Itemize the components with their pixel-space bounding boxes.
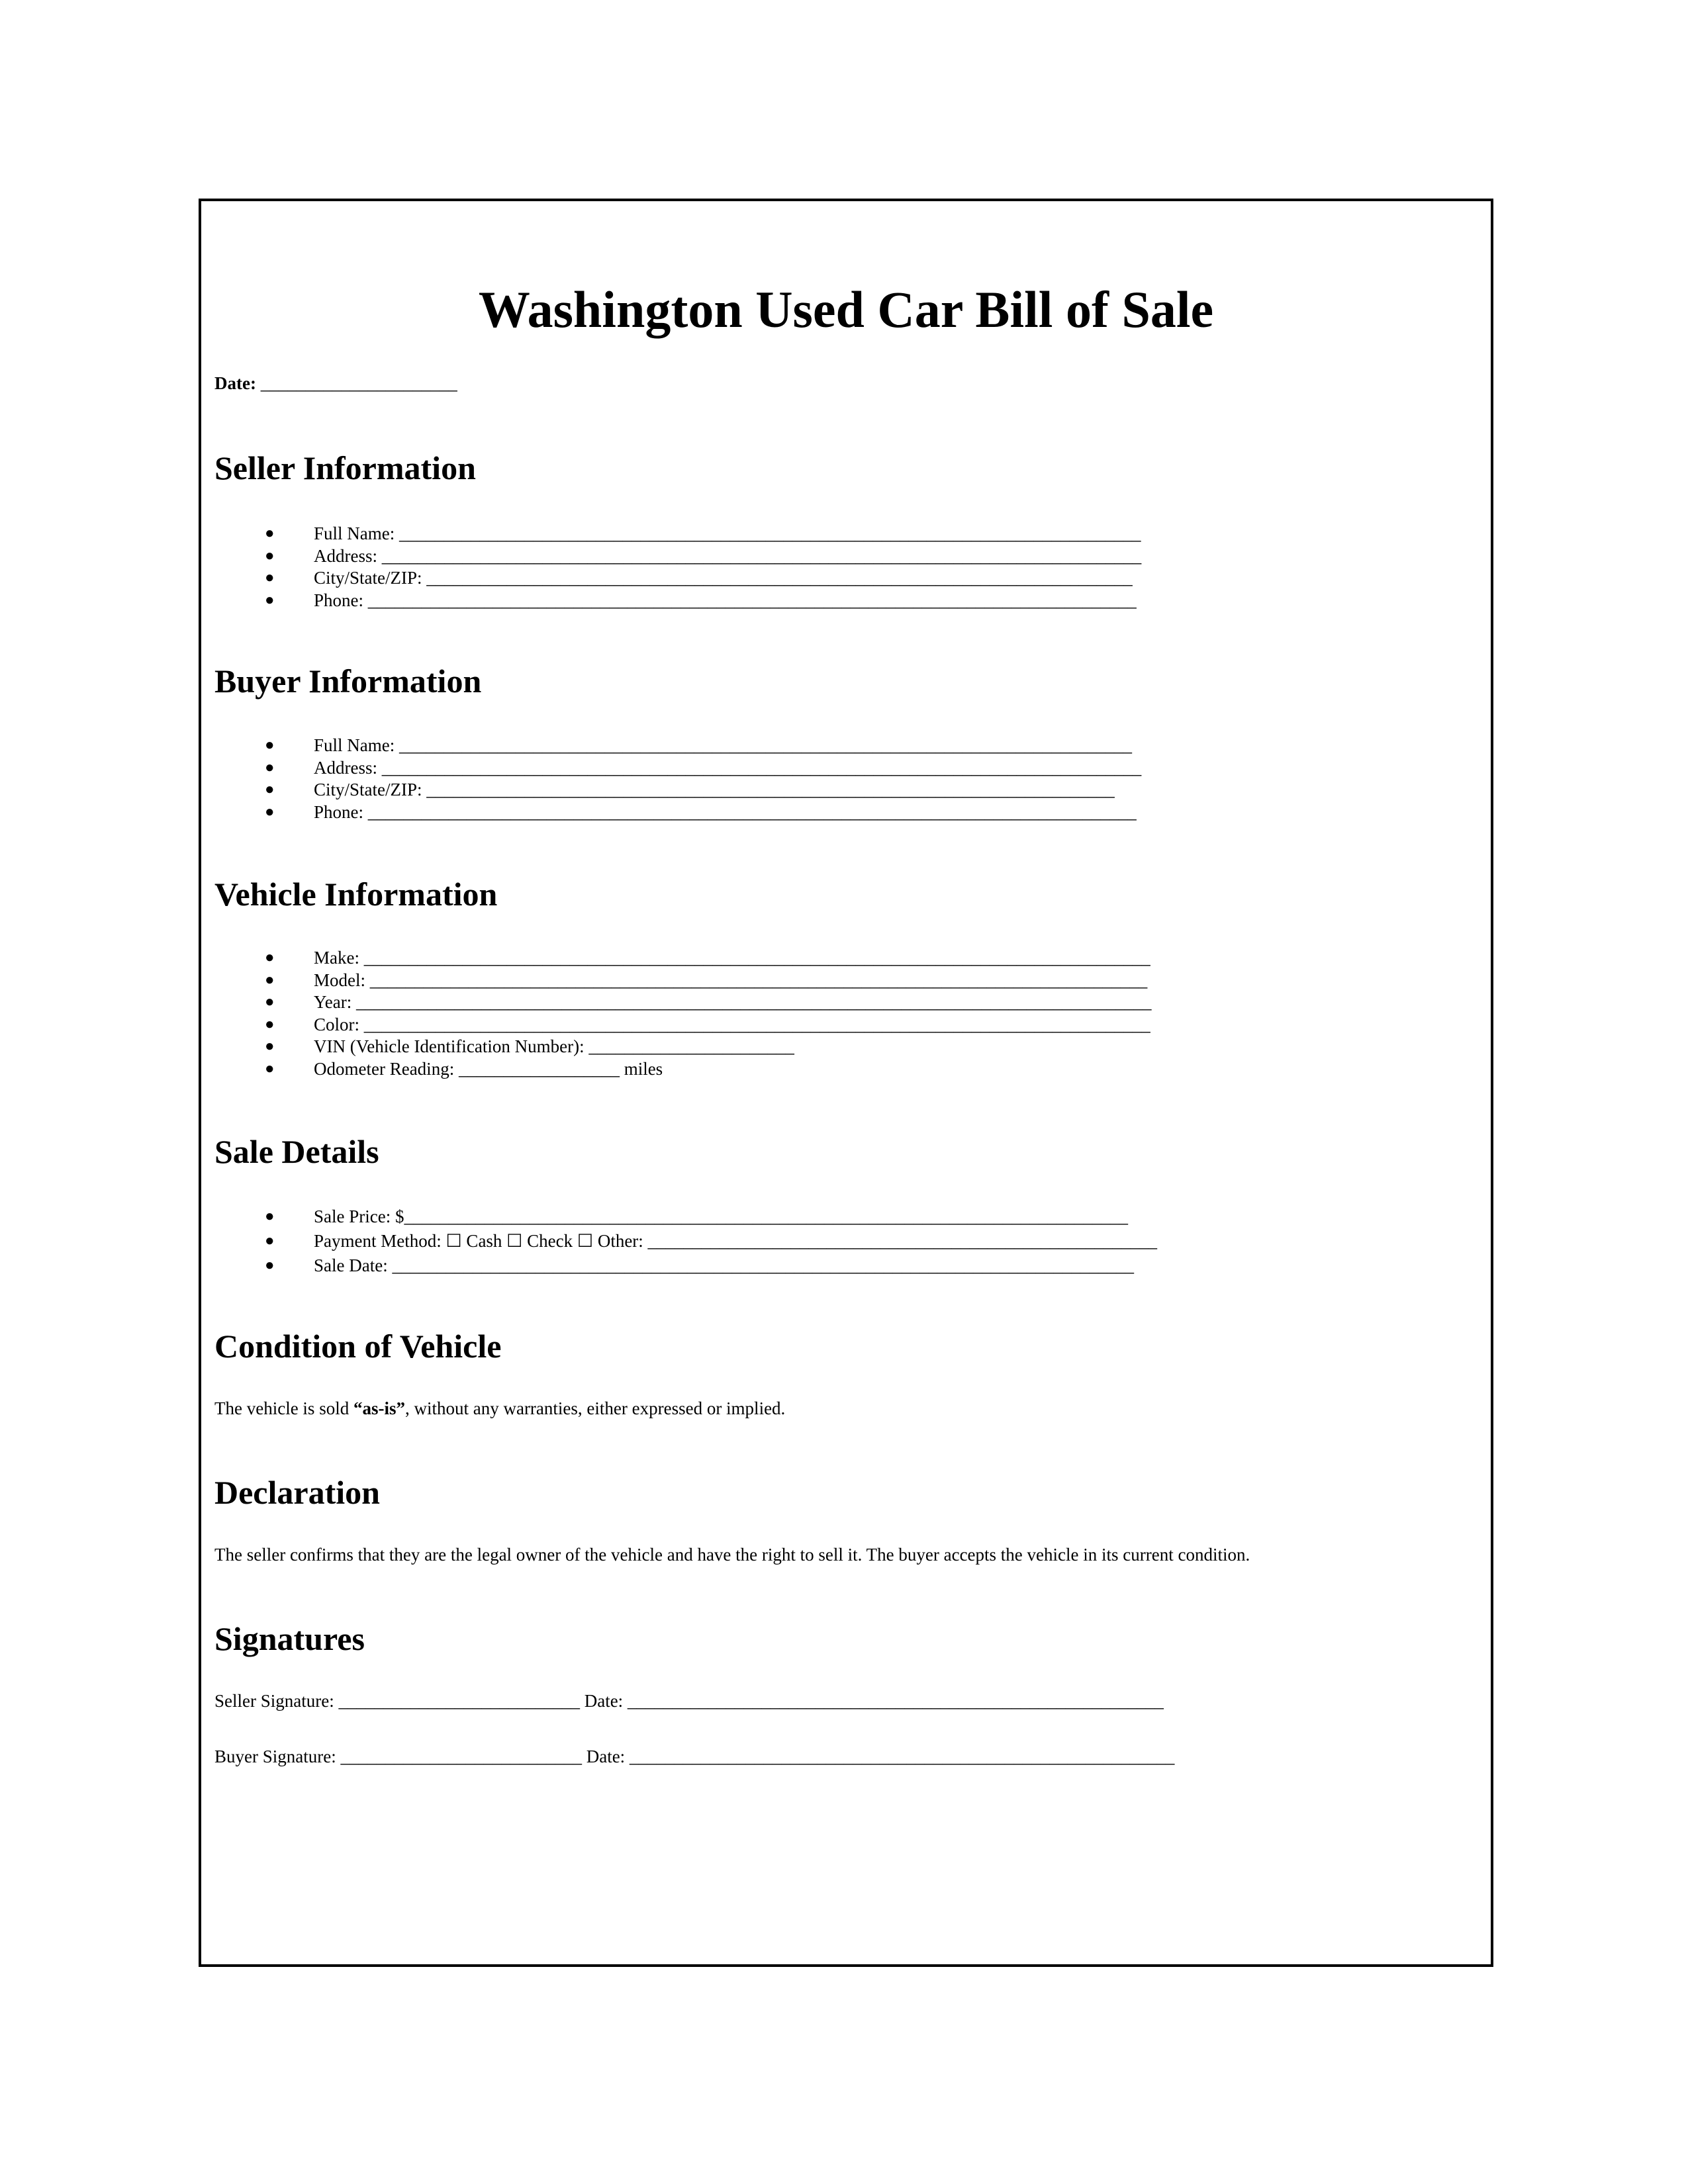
seller-full-name-field: ● Full Name: ___________________________________________________________________________________ bbox=[201, 523, 1141, 545]
bullet-icon: ● bbox=[265, 1208, 275, 1225]
vehicle-fields bbox=[201, 947, 1152, 1080]
bullet-icon: ● bbox=[265, 1038, 275, 1055]
seller-heading: Seller Information bbox=[214, 449, 476, 486]
buyer-fields bbox=[201, 735, 1141, 823]
bullet-icon: ● bbox=[265, 781, 275, 798]
bullet-icon: ● bbox=[265, 803, 275, 821]
sale-date-field: ● Sale Date: ___________________________________________________________________________________ bbox=[201, 1253, 1157, 1278]
vehicle-model-field: ● Model: _______________________________________________________________________________________ bbox=[201, 970, 1152, 992]
bullet-icon: ● bbox=[265, 971, 275, 989]
declaration-heading: Declaration bbox=[214, 1474, 380, 1511]
seller-phone-field: ● Phone: ______________________________________________________________________________________ bbox=[201, 590, 1141, 612]
vehicle-heading: Vehicle Information bbox=[214, 876, 498, 913]
buyer-address-field: ● Address: _____________________________________________________________________________________ bbox=[201, 757, 1141, 780]
sale-heading: Sale Details bbox=[214, 1133, 379, 1170]
buyer-phone-field: ● Phone: ______________________________________________________________________________________ bbox=[201, 801, 1141, 824]
condition-heading: Condition of Vehicle bbox=[214, 1328, 502, 1365]
buyer-signature-line: Buyer Signature: ___________________________ Date: _____________________________________________________________ bbox=[214, 1747, 1175, 1766]
bullet-icon: ● bbox=[265, 993, 275, 1011]
bullet-icon: ● bbox=[265, 1232, 275, 1250]
condition-text: The vehicle is sold “as-is”, without any warranties, either expressed or implied. bbox=[214, 1398, 786, 1418]
bullet-icon: ● bbox=[265, 1257, 275, 1274]
vehicle-make-field: ● Make: ________________________________________________________________________________________ bbox=[201, 947, 1152, 970]
buyer-full-name-field: ● Full Name: __________________________________________________________________________________ bbox=[201, 735, 1141, 757]
seller-fields bbox=[201, 523, 1141, 612]
date-label: Date: bbox=[214, 373, 256, 393]
bullet-icon: ● bbox=[265, 758, 275, 776]
vehicle-year-field: ● Year: _________________________________________________________________________________________ bbox=[201, 991, 1152, 1014]
vehicle-odometer-field: ● Odometer Reading: __________________ miles bbox=[201, 1058, 1152, 1081]
date-blank: ______________________ bbox=[260, 373, 457, 393]
bullet-icon: ● bbox=[265, 737, 275, 754]
sale-price-field: ● Sale Price: $_________________________________________________________________________________ bbox=[201, 1205, 1157, 1229]
vehicle-color-field: ● Color: ________________________________________________________________________________________ bbox=[201, 1014, 1152, 1036]
sale-fields bbox=[201, 1205, 1157, 1278]
bullet-icon: ● bbox=[265, 949, 275, 966]
bullet-icon: ● bbox=[265, 1060, 275, 1077]
bullet-icon: ● bbox=[265, 591, 275, 609]
buyer-heading: Buyer Information bbox=[214, 662, 482, 700]
payment-method-field: ● Payment Method: ☐ Cash ☐ Check ☐ Other: _________________________________________________________ bbox=[201, 1229, 1157, 1253]
bullet-icon: ● bbox=[265, 569, 275, 586]
vehicle-vin-field: ● VIN (Vehicle Identification Number): _______________________ bbox=[201, 1036, 1152, 1058]
document-frame bbox=[199, 199, 1493, 1967]
date-field bbox=[214, 375, 457, 392]
seller-city-field: ● City/State/ZIP: _______________________________________________________________________________ bbox=[201, 567, 1141, 590]
bullet-icon: ● bbox=[265, 1015, 275, 1033]
declaration-text: The seller confirms that they are the legal owner of the vehicle and have the right to sell it. The buyer accepts the vehicle in its current condition. bbox=[214, 1545, 1250, 1565]
document-title: Washington Used Car Bill of Sale bbox=[478, 281, 1214, 338]
seller-signature-line: Seller Signature: ___________________________ Date: ____________________________________________________________ bbox=[214, 1691, 1164, 1711]
bullet-icon: ● bbox=[265, 547, 275, 565]
bullet-icon: ● bbox=[265, 525, 275, 542]
buyer-city-field: ● City/State/ZIP: _____________________________________________________________________________ bbox=[201, 779, 1141, 801]
signatures-heading: Signatures bbox=[214, 1620, 365, 1657]
seller-address-field: ● Address: _____________________________________________________________________________________ bbox=[201, 545, 1141, 568]
